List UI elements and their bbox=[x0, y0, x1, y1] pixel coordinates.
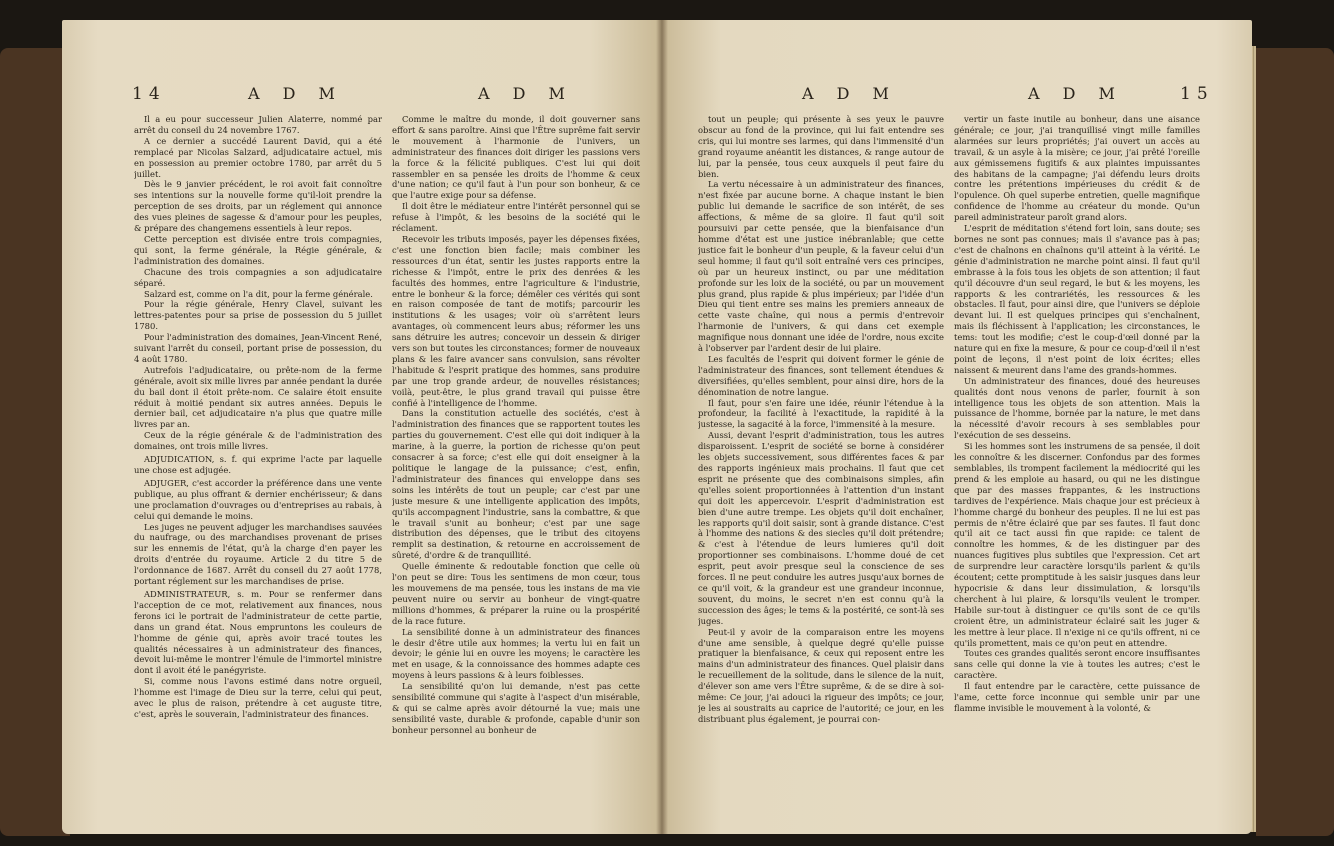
paragraph: Aussi, devant l'esprit d'administration, tous les autres disparoissent. L'esprit de société se borne à considérer les objets successivement, sous différentes faces & par des rapports ingénieux mais prochains. Il faut que cet esprit ne présente que des combinaisons simples, afin qu'elles soient proportionnées à l'attention d'un instant qui doit les appercevoir. L'esprit d'administration est bien d'une autre trempe. Les objets qu'il doit enchaîner, les rapports qu'il doit saisir, sont à grande distance. C'est à l'homme des nations & des siecles qu'il doit prétendre; & c'est à l'étendue de leurs lumieres qu'il doit proportionner ses combinaisons. L'homme doué de cet esprit, peut avoir presque seul la conscience de ses forces. Il ne peut conduire les autres jusqu'aux bornes de ce qu'il voit, & la grandeur est une grandeur inconnue, souvent, du moins, le secret n'en est connu qu'à la succession des âges; le tems & la postérité, ce sont-là ses juges. bbox=[698, 430, 944, 626]
paragraph: Cette perception est divisée entre trois compagnies, qui sont, la ferme générale, la Régie générale, & l'administration des domaines. bbox=[134, 233, 382, 266]
running-head: A D M bbox=[802, 84, 898, 103]
paragraph: Salzard est, comme on l'a dit, pour la ferme générale. bbox=[144, 288, 373, 299]
paragraph: tout un peuple; qui présente à ses yeux le pauvre obscur au fond de la province, qui lui fait entendre ses cris, qui lui montre ses larmes, qui dans l'immensité d'un grand royaume anéantit les distances, & range autour de lui, par la pensée, tous ceux auxquels il peut faire du bien. bbox=[698, 114, 944, 179]
book-cover-left bbox=[0, 48, 70, 836]
paragraph: ADMINISTRATEUR, s. m. Pour se renfermer dans l'acception de ce mot, relativement aux finances, nous ferons ici le portrait de l'administrateur de cette partie, dans un grand état. Nous empruntons les couleurs de l'homme de génie qui, après avoir tracé toutes les qualités nécessaires à un administrateur des finances, devoit lui-même le montrer l'émule de l'immortel ministre dont il avoit été le panégyriste. bbox=[134, 588, 382, 676]
book-gutter bbox=[656, 20, 668, 834]
paragraph: Les juges ne peuvent adjuger les marchandises sauvées du naufrage, ou des marchandises provenant de prises sur les ennemis de l'état, qu'à la charge d'en payer les droits d'entrée du royaume. Article 2 du titre 5 de l'ordonnance de 1687. Arrêt du conseil du 27 août 1778, portant réglement sur les marchandises de prise. bbox=[134, 521, 382, 587]
running-head: A D M bbox=[1028, 84, 1124, 103]
paragraph: ADJUDICATION, s. f. qui exprime l'acte par laquelle une chose est adjugée. bbox=[134, 454, 382, 475]
right-page-header bbox=[662, 84, 1252, 112]
paragraph: vertir un faste inutile au bonheur, dans une aisance générale; ce jour, j'ai tranquillisé vingt mille familles alarmées sur leurs propriétés; j'ai ouvert un accès au travail, & un asyle à la misère; ce jour, j'ai prêté l'oreille aux gémissemens fugitifs & aux plaintes impuissantes des habitans de la campagne; j'ai défendu leurs droits contre les prétentions impérieuses du crédit & de l'opulence. Oh quel superbe entretien, quelle magnifique confidence de l'homme au créateur du monde. Qu'un pareil administrateur paroît grand alors. bbox=[954, 114, 1200, 223]
paragraph: Il a eu pour successeur Julien Alaterre, nommé par arrêt du conseil du 24 novembre 1767. bbox=[134, 114, 382, 135]
paragraph: La sensibilité donne à un administrateur des finances le desir d'être utile aux hommes; la vertu lui en fait un devoir; le génie lui en ouvre les moyens; le caractère les met en usage, & la connoissance des hommes adapte ces moyens à leurs passions & à leurs foiblesses. bbox=[392, 626, 640, 681]
text-column bbox=[392, 114, 640, 816]
paragraph: Les facultés de l'esprit qui doivent former le génie de l'administrateur des finances, sont tellement étendues & diversifiées, qu'elles semblent, pour ainsi dire, hors de la dénomination de notre langue. bbox=[698, 353, 944, 397]
paragraph: Pour l'administration des domaines, Jean-Vincent René, suivant l'arrêt du conseil, portant prise de possession, du 4 août 1780. bbox=[134, 332, 382, 364]
paragraph: La vertu nécessaire à un administrateur des finances, n'est fixée par aucune borne. A chaque instant le bien public lui demande le sacrifice de son intérêt, de ses affections, & même de sa gloire. Il faut qu'il soit poursuivi par cette pensée, que la bienfaisance d'un homme d'état est une justice inébranlable; que cette justice fait le bonheur d'un peuple, & la faveur celui d'un seul homme; il faut qu'il soit entraîné vers ces principes, où par un heureux instinct, ou par une méditation profonde sur les loix de la société, ou par un mouvement plus grand, plus rapide & plus impérieux; par l'idée d'un Dieu qui tient entre ses mains les premiers anneaux de cette vaste chaîne, qui nous a permis d'entrevoir l'harmonie de l'univers, & qui dans cet exemple magnifique nous donnant une idée de l'ordre, nous excite à l'observer par l'ardent desir de lui plaire. bbox=[698, 179, 944, 354]
paragraph: A ce dernier a succédé Laurent David, qui a été remplacé par Nicolas Salzard, adjudicataire actuel, mis en possession au premier octobre 1780, par arrêt du 5 juillet. bbox=[134, 135, 382, 179]
paragraph: Quelle éminente & redoutable fonction que celle où l'on peut se dire: Tous les sentimens de mon cœur, tous les mouvemens de ma pensée, tous les instans de ma vie peuvent nuire ou servir au bonheur de vingt-quatre millions d'hommes, & préparer la ruine ou la prospérité de la race future. bbox=[392, 561, 640, 626]
page-number: 14 bbox=[132, 84, 166, 104]
text-column bbox=[134, 114, 382, 816]
paragraph: Autrefois l'adjudicataire, ou prête-nom de la ferme générale, avoit six mille livres par année pendant la durée du bail dont il étoit prête-nom. Ce salaire étoit ensuite réduit à moitié pendant six autres années. Depuis le dernier bail, cet adjudicataire n'a plus que quatre mille livres par an. bbox=[134, 364, 382, 430]
paragraph: Toutes ces grandes qualités seront encore insuffisantes sans celle qui donne la vie à toutes les autres; c'est le caractère. bbox=[954, 648, 1200, 681]
paragraph: Comme le maître du monde, il doit gouverner sans effort & sans paroître. Ainsi que l'Être suprême fait servir le mouvement à l'harmonie de l'univers, un administrateur des finances doit diriger les passions vers la force & la félicité publiques. C'est lui qui doit rassembler en sa pensée les droits de l'homme & ceux d'une nation; ce qu'il faut à l'un pour son bonheur, & ce que l'autre exige pour sa défense. bbox=[392, 114, 640, 201]
paragraph: Il faut entendre par le caractère, cette puissance de l'ame, cette force inconnue qui semble unir par une flamme invisible le mouvement à la volonté, & bbox=[954, 681, 1200, 713]
page-number: 15 bbox=[1180, 84, 1214, 104]
paragraph: Peut-il y avoir de la comparaison entre les moyens d'une ame sensible, à quelque degré qu'elle puisse pratiquer la bienfaisance, & ceux qui reposent entre les mains d'un administrateur des finances. Quel plaisir dans le recueillement de la solitude, dans le silence de la nuit, d'élever son ame vers l'Être suprême, & de se dire à soi-même: Ce jour, j'ai adouci la rigueur des impôts; ce jour, je les ai soustraits au caprice de l'autorité; ce jour, en les distribuant plus également, je pourrai con- bbox=[698, 626, 944, 724]
paragraph: Un administrateur des finances, doué des heureuses qualités dont nous venons de parler, fournit à son intelligence tous les objets de son attention. Mais la puissance de l'homme, bornée par la nature, le met dans la nécessité d'avoir recours à ses semblables pour l'exécution de ses desseins. bbox=[954, 375, 1200, 441]
paragraph: L'esprit de méditation s'étend fort loin, sans doute; ses bornes ne sont pas connues; mais il s'avance pas à pas; c'est de chaînons en chaînons qu'il atteint à la vérité. Le génie d'administration ne marche point ainsi. Il faut qu'il embrasse à la fois tous les objets de son attention; il faut qu'il découvre d'un seul regard, le but & les moyens, les rapports & les contrariétés, les ressources & les obstacles. Il faut, pour ainsi dire, que l'univers se déploie devant lui. Il est quelques principes qui s'enchaînent, mais ils fléchissent à l'application; les circonstances, le tems: tout les modifie; c'est le coup-d'œil donné par la nature qui en fixe la mesure, & pour ce coup-d'œil il n'est point de leçons, il n'est point de loix écrites; elles naissent & meurent dans l'ame des grands-hommes. bbox=[954, 223, 1200, 375]
paragraph: Si, comme nous l'avons estimé dans notre orgueil, l'homme est l'image de Dieu sur la terre, celui qui peut, avec le plus de raison, prétendre à cet auguste titre, c'est, après le souverain, l'administrateur des finances. bbox=[134, 676, 382, 719]
right-page bbox=[662, 20, 1252, 834]
left-page-header bbox=[62, 84, 662, 112]
paragraph: Il faut, pour s'en faire une idée, réunir l'étendue à la profondeur, la facilité à l'exactitude, la rapidité à la justesse, la sagacité à la force, l'immensité à la mesure. bbox=[698, 397, 944, 430]
running-head: A D M bbox=[478, 84, 574, 103]
running-head: A D M bbox=[248, 84, 344, 103]
paragraph: Chacune des trois compagnies a son adjudicataire séparé. bbox=[134, 266, 382, 288]
paragraph: ADJUGER, c'est accorder la préférence dans une vente publique, au plus offrant & dernier enchérisseur; & dans une proclamation d'ouvrages ou d'entreprises au rabais, à celui qui demande le moins. bbox=[134, 477, 382, 521]
paragraph: La sensibilité qu'on lui demande, n'est pas cette sensibilité commune qui s'agite à l'aspect d'un misérable, & qui se calme après avoir détourné la vue; mais une sensibilité vaste, durable & profonde, capable d'unir son bonheur personnel au bonheur de bbox=[392, 681, 640, 735]
paragraph: Il doit être le médiateur entre l'intérêt personnel qui se refuse à l'impôt, & les besoins de la société qui le réclament. bbox=[392, 201, 640, 234]
paragraph: Ceux de la régie générale & de l'administration des domaines, ont trois mille livres. bbox=[134, 430, 382, 452]
left-page bbox=[62, 20, 662, 834]
paragraph: Pour la régie générale, Henry Clavel, suivant les lettres-patentes pour sa prise de possession du 5 juillet 1780. bbox=[134, 299, 382, 332]
paragraph: Recevoir les tributs imposés, payer les dépenses fixées, c'est une fonction bien facile; mais combiner les ressources d'un état, sentir les justes rapports entre la richesse & l'impôt, entre le prix des denrées & les facultés des hommes, entre l'agriculture & l'industrie, entre le bonheur & la force; démêler ces vérités qui sont en raison composée de tant de motifs; parcourir les institutions & les usages; voir où s'arrêtent leurs avantages, où commencent leurs abus; réformer les uns sans détruire les autres; concevoir un dessein & diriger vers son but toutes les circonstances; former de nouveaux plans & les faire avancer sans convulsion, sans révolter l'habitude & l'esprit pratique des hommes, sans produire par une trop grande ardeur, de nouvelles résistances; voilà, peut-être, le plus grand travail qui puisse être confié à l'intelligence de l'homme. bbox=[392, 233, 640, 408]
book-cover-right bbox=[1256, 48, 1334, 836]
paragraph: Dans la constitution actuelle des sociétés, c'est à l'administration des finances que se rapportent toutes les parties du gouvernement. C'est elle qui doit indiquer à la marine, à la guerre, la portion de richesse qu'on peut consacrer à sa force; c'est elle qui doit enseigner à la politique le langage de la puissance; c'est, enfin, l'administrateur des finances qui enveloppe dans ses soins les intérêts de tout un peuple; car c'est par une juste mesure & une intelligente application des impôts, qu'ils accompagnent l'industrie, sans la combattre, & que le travail s'unit au bonheur; c'est par une sage distribution des dépenses, que le tribut des citoyens remplit sa destination, & retourne en accroissement de sûreté, d'ordre & de tranquillité. bbox=[392, 408, 640, 561]
text-column bbox=[954, 114, 1200, 816]
paragraph: Si les hommes sont les instrumens de sa pensée, il doit les connoître & les discerner. Confondus par des formes semblables, ils trompent facilement la médiocrité qui les prend & les emploie au hasard, ou qui ne les distingue que par des masses frappantes, & les instructions tardives de l'expérience. Mais chaque jour est précieux à l'homme chargé du bonheur des peuples. Il ne lui est pas permis de n'être éclairé que par ses fautes. Il faut donc qu'il ait ce tact aussi fin que rapide: ce talent de connoître les hommes, & de les distinguer par des nuances fugitives plus subtiles que l'expression. Cet art de surprendre leur caractère lorsqu'ils parlent & qu'ils écoutent; cette promptitude à les saisir jusques dans leur hypocrisie & dans leur dissimulation, & lorsqu'ils cherchent à lui plaire, & lorsqu'ils veulent le tromper. Habile sur-tout à distinguer ce qu'ils sont de ce qu'ils croient être, un administrateur éclairé sait les juger & les mettre à leur place. Il n'exige ni ce qu'ils offrent, ni ce qu'ils promettent, mais ce qu'on peut en attendre. bbox=[954, 441, 1200, 648]
text-column bbox=[698, 114, 944, 816]
paragraph: Dès le 9 janvier précédent, le roi avoit fait connoître ses intentions sur la nouvelle forme qu'il-loit prendre la perception de ses droits, par un réglement qui annonce des vues pleines de sagesse & d'amour pour les peuples, & prépare des changemens essentiels à leur repos. bbox=[134, 179, 382, 234]
